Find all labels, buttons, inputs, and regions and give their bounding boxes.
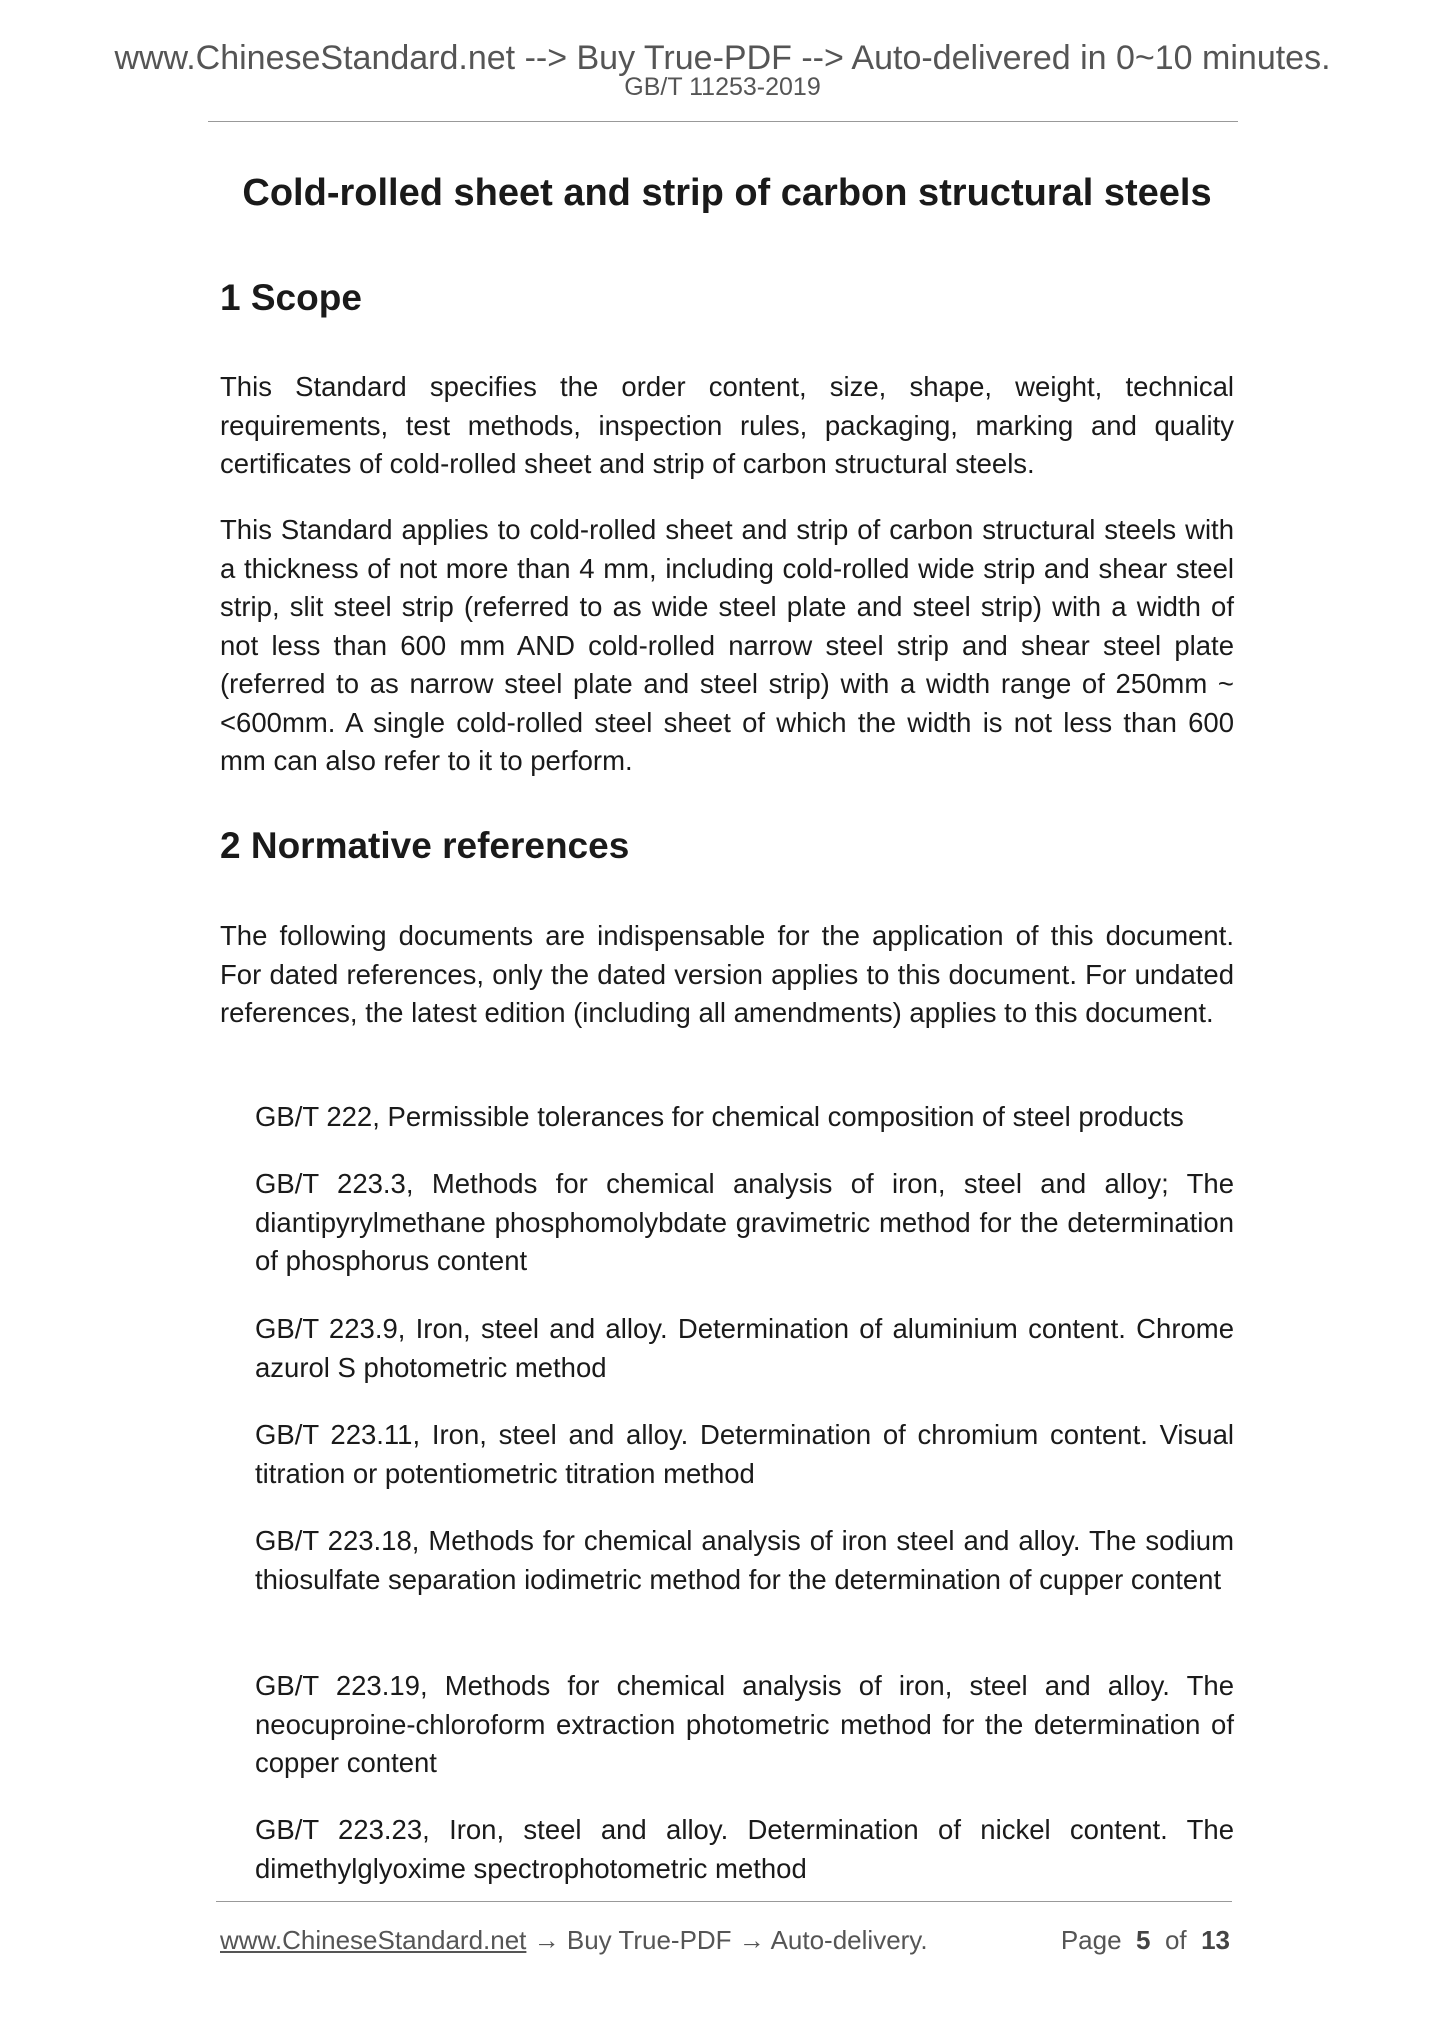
header-banner: www.ChineseStandard.net --> Buy True-PDF --> Auto-delivered in 0~10 minutes.: [114, 39, 1331, 77]
page-total: 13: [1201, 1925, 1230, 1955]
page-current: 5: [1136, 1925, 1151, 1955]
page-of-label: of: [1164, 1925, 1187, 1955]
footer-tagline: → Buy True-PDF → Auto-delivery.: [526, 1925, 928, 1955]
section-heading-scope: 1 Scope: [220, 277, 362, 318]
scope-paragraph-1: This Standard specifies the order content, size, shape, weight, technical requirements, test methods, inspection rules, packaging, marking and quality certificates of cold-rolled sheet and strip of carbon structural steels.: [220, 371, 1234, 479]
reference-item: GB/T 223.18, Methods for chemical analysis of iron steel and alloy. The sodium thiosulfate separation iodimetric method for the determination of cupper content: [255, 1525, 1234, 1595]
header-divider: [208, 121, 1238, 122]
references-intro: The following documents are indispensable for the application of this document. For dated references, only the dated version applies to this document. For undated references, the latest edition (including all amendments) applies to this document.: [220, 920, 1234, 1028]
page-footer: [220, 1922, 1230, 1958]
scope-paragraph-2: This Standard applies to cold-rolled sheet and strip of carbon structural steels with a thickness of not more than 4 mm, including cold-rolled wide strip and shear steel strip, slit steel strip (referred to as wide steel plate and steel strip) with a width of not less than 600 mm AND cold-rolled narrow steel strip and shear steel plate (referred to as narrow steel plate and steel strip) with a width range of 250mm ~ <600mm. A single cold-rolled steel sheet of which the width is not less than 600 mm can also refer to it to perform.: [220, 514, 1234, 776]
footer-website-link[interactable]: www.ChineseStandard.net: [220, 1925, 527, 1955]
footer-promo: [220, 1922, 928, 1958]
reference-item: GB/T 223.9, Iron, steel and alloy. Determination of aluminium content. Chrome azurol S photometric method: [255, 1313, 1234, 1383]
page-label: Page: [1060, 1925, 1122, 1955]
page-indicator: [1061, 1922, 1230, 1958]
reference-item: GB/T 222, Permissible tolerances for chemical composition of steel products: [255, 1101, 1184, 1132]
reference-item: GB/T 223.3, Methods for chemical analysis of iron, steel and alloy; The diantipyrylmethane phosphomolybdate gravimetric method for the determination of phosphorus content: [255, 1168, 1234, 1276]
section-heading-normative-references: 2 Normative references: [220, 825, 630, 866]
reference-item: GB/T 223.23, Iron, steel and alloy. Determination of nickel content. The dimethylglyoxime spectrophotometric method: [255, 1814, 1234, 1884]
reference-item: GB/T 223.19, Methods for chemical analysis of iron, steel and alloy. The neocuproine-chloroform extraction photometric method for the determination of copper content: [255, 1670, 1234, 1778]
standard-code: GB/T 11253-2019: [624, 73, 821, 101]
reference-item: GB/T 223.11, Iron, steel and alloy. Determination of chromium content. Visual titration or potentiometric titration method: [255, 1419, 1234, 1489]
footer-divider: [216, 1901, 1232, 1902]
document-title: Cold-rolled sheet and strip of carbon structural steels: [242, 172, 1212, 214]
